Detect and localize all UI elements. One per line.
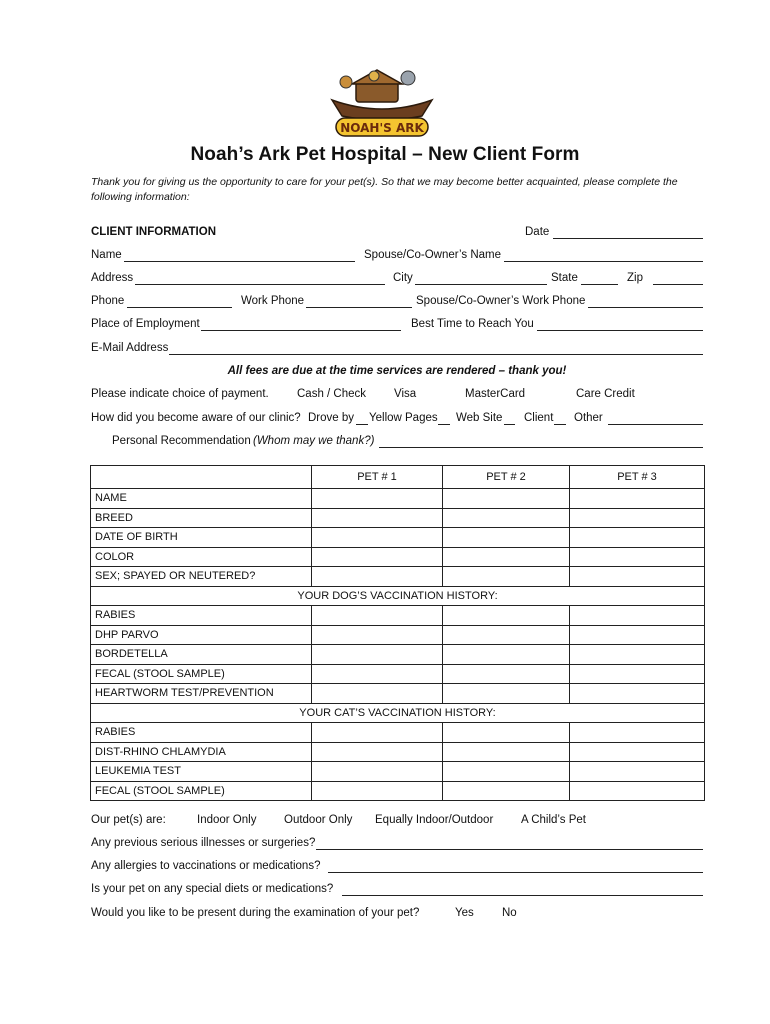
table-row — [91, 547, 705, 567]
address-label: Address — [91, 272, 134, 284]
city-field[interactable] — [415, 272, 547, 285]
pet-2-cell[interactable] — [443, 762, 570, 782]
pet-3-cell[interactable] — [570, 528, 705, 548]
cat-vaccination-heading: YOUR CAT’S VACCINATION HISTORY: — [91, 703, 705, 723]
present-yes-option[interactable]: Yes — [455, 907, 474, 919]
allergies-label: Any allergies to vaccinations or medications? — [91, 860, 321, 872]
pet-1-cell[interactable] — [312, 489, 443, 509]
employment-label: Place of Employment — [91, 318, 200, 330]
pets-are-label: Our pet(s) are: — [91, 814, 166, 826]
spouse-work-phone-label: Spouse/Co-Owner’s Work Phone — [416, 295, 586, 307]
pet-3-cell[interactable] — [570, 664, 705, 684]
date-label: Date — [525, 226, 550, 238]
present-label: Would you like to be present during the examination of your pet? — [91, 907, 420, 919]
other-label: Other — [574, 412, 603, 424]
table-header-row — [91, 466, 705, 489]
svg-text:NOAH'S ARK: NOAH'S ARK — [340, 121, 424, 135]
pet-1-cell[interactable] — [312, 664, 443, 684]
noahs-ark-logo — [322, 60, 442, 140]
pet-2-cell[interactable] — [443, 528, 570, 548]
pet-3-cell[interactable] — [570, 723, 705, 743]
yellow-pages-field[interactable] — [438, 412, 450, 425]
pet-3-cell[interactable] — [570, 508, 705, 528]
row-label: NAME — [91, 489, 312, 509]
table-row — [91, 625, 705, 645]
payment-row — [91, 388, 703, 404]
name-label: Name — [91, 249, 122, 261]
email-row — [91, 342, 703, 358]
web-site-label: Web Site — [456, 412, 503, 424]
pet-3-cell[interactable] — [570, 645, 705, 665]
row-label: RABIES — [91, 606, 312, 626]
row-label: SEX; SPAYED OR NEUTERED? — [91, 567, 312, 587]
pet-1-cell[interactable] — [312, 547, 443, 567]
phone-row — [91, 295, 703, 311]
fees-note: All fees are due at the time services are rendered – thank you! — [227, 365, 567, 377]
pet-1-cell[interactable] — [312, 684, 443, 704]
pets-are-row — [91, 814, 703, 830]
pet-1-cell[interactable] — [312, 606, 443, 626]
payment-option-cash[interactable]: Cash / Check — [297, 388, 367, 400]
name-row — [91, 249, 703, 265]
table-row — [91, 781, 705, 801]
allergies-row — [91, 860, 703, 876]
pet-1-cell[interactable] — [312, 645, 443, 665]
phone-label: Phone — [91, 295, 125, 307]
pet-1-cell[interactable] — [312, 723, 443, 743]
row-label: BORDETELLA — [91, 645, 312, 665]
pet-1-cell[interactable] — [312, 625, 443, 645]
payment-option-mastercard[interactable]: MasterCard — [465, 388, 526, 400]
row-label: DHP PARVO — [91, 625, 312, 645]
table-row — [91, 528, 705, 548]
row-label: LEUKEMIA TEST — [91, 762, 312, 782]
present-row — [91, 907, 703, 923]
row-label: RABIES — [91, 723, 312, 743]
pet-3-cell[interactable] — [570, 489, 705, 509]
payment-label: Please indicate choice of payment. — [91, 388, 269, 400]
state-label: State — [551, 272, 578, 284]
pet-1-cell[interactable] — [312, 528, 443, 548]
table-header-blank — [91, 466, 312, 489]
work-phone-field[interactable] — [306, 295, 412, 308]
table-row — [91, 742, 705, 762]
web-site-field[interactable] — [504, 412, 515, 425]
childs-pet-option[interactable]: A Child’s Pet — [521, 814, 586, 826]
client-info-heading: CLIENT INFORMATION — [91, 226, 216, 238]
indoor-outdoor-option[interactable]: Equally Indoor/Outdoor — [375, 814, 494, 826]
referral-label: How did you become aware of our clinic? — [91, 412, 301, 424]
diets-field[interactable] — [342, 883, 703, 896]
pet-2-cell[interactable] — [443, 684, 570, 704]
allergies-field[interactable] — [328, 860, 703, 873]
pet-3-cell[interactable] — [570, 781, 705, 801]
pet-3-cell[interactable] — [570, 625, 705, 645]
spouse-work-phone-field[interactable] — [588, 295, 703, 308]
pet-1-cell[interactable] — [312, 781, 443, 801]
pet-2-cell[interactable] — [443, 664, 570, 684]
table-row — [91, 645, 705, 665]
pet-3-cell[interactable] — [570, 762, 705, 782]
pet-3-cell[interactable] — [570, 547, 705, 567]
pet-1-cell[interactable] — [312, 508, 443, 528]
pet-2-header: PET # 2 — [443, 466, 570, 489]
client-field[interactable] — [554, 412, 566, 425]
pet-1-cell[interactable] — [312, 567, 443, 587]
email-field[interactable] — [169, 342, 703, 355]
diets-label: Is your pet on any special diets or medications? — [91, 883, 334, 895]
table-row — [91, 606, 705, 626]
payment-option-visa[interactable]: Visa — [394, 388, 417, 400]
client-label: Client — [524, 412, 554, 424]
email-label: E-Mail Address — [91, 342, 169, 354]
pet-2-cell[interactable] — [443, 567, 570, 587]
table-row — [91, 723, 705, 743]
best-time-label: Best Time to Reach You — [411, 318, 534, 330]
table-row — [91, 762, 705, 782]
pet-3-cell[interactable] — [570, 742, 705, 762]
table-row — [91, 489, 705, 509]
pet-2-cell[interactable] — [443, 645, 570, 665]
row-label: FECAL (STOOL SAMPLE) — [91, 781, 312, 801]
row-label: DIST-RHINO CHLAMYDIA — [91, 742, 312, 762]
illnesses-row — [91, 837, 703, 853]
pet-2-cell[interactable] — [443, 606, 570, 626]
pet-3-cell[interactable] — [570, 606, 705, 626]
personal-rec-label: Personal Recommendation — [112, 435, 251, 447]
row-label: HEARTWORM TEST/PREVENTION — [91, 684, 312, 704]
pet-3-cell[interactable] — [570, 684, 705, 704]
cat-section-row — [91, 703, 705, 723]
pet-2-cell[interactable] — [443, 547, 570, 567]
pet-2-cell[interactable] — [443, 625, 570, 645]
client-heading-row — [91, 226, 703, 242]
payment-option-care-credit[interactable]: Care Credit — [576, 388, 635, 400]
yellow-pages-label: Yellow Pages — [369, 412, 438, 424]
personal-rec-field[interactable] — [379, 435, 703, 448]
state-field[interactable] — [581, 272, 618, 285]
other-field[interactable] — [608, 412, 703, 425]
employment-row — [91, 318, 703, 334]
indoor-only-option[interactable]: Indoor Only — [197, 814, 257, 826]
row-label: BREED — [91, 508, 312, 528]
work-phone-label: Work Phone — [241, 295, 305, 307]
page-title: Noah’s Ark Pet Hospital – New Client Form — [190, 144, 580, 165]
table-row — [91, 664, 705, 684]
best-time-field[interactable] — [537, 318, 703, 331]
name-field[interactable] — [124, 249, 355, 262]
referral-row — [91, 412, 703, 428]
drove-by-field[interactable] — [356, 412, 368, 425]
dog-vaccination-heading: YOUR DOG’S VACCINATION HISTORY: — [91, 586, 705, 606]
pets-table — [90, 465, 705, 801]
table-row — [91, 684, 705, 704]
pet-2-cell[interactable] — [443, 781, 570, 801]
illnesses-field[interactable] — [316, 837, 703, 850]
illnesses-label: Any previous serious illnesses or surgeries? — [91, 837, 316, 849]
spouse-label: Spouse/Co-Owner’s Name — [364, 249, 501, 261]
pet-1-header: PET # 1 — [312, 466, 443, 489]
outdoor-only-option[interactable]: Outdoor Only — [284, 814, 353, 826]
drove-by-label: Drove by — [308, 412, 355, 424]
pet-3-cell[interactable] — [570, 567, 705, 587]
pet-2-cell[interactable] — [443, 742, 570, 762]
present-no-option[interactable]: No — [502, 907, 517, 919]
pet-1-cell[interactable] — [312, 762, 443, 782]
table-row — [91, 508, 705, 528]
pet-2-cell[interactable] — [443, 489, 570, 509]
row-label: COLOR — [91, 547, 312, 567]
pet-1-cell[interactable] — [312, 742, 443, 762]
row-label: DATE OF BIRTH — [91, 528, 312, 548]
zip-field[interactable] — [653, 272, 703, 285]
employment-field[interactable] — [201, 318, 401, 331]
pet-2-cell[interactable] — [443, 723, 570, 743]
table-row — [91, 567, 705, 587]
zip-label: Zip — [627, 272, 643, 284]
pet-2-cell[interactable] — [443, 508, 570, 528]
intro-text: Thank you for giving us the opportunity to care for your pet(s). So that we may become better acquainted, please complete the following information: — [91, 176, 678, 203]
address-row — [91, 272, 703, 288]
diets-row — [91, 883, 703, 899]
address-field[interactable] — [135, 272, 385, 285]
date-field[interactable] — [553, 226, 703, 239]
row-label: FECAL (STOOL SAMPLE) — [91, 664, 312, 684]
phone-field[interactable] — [127, 295, 232, 308]
dog-section-row — [91, 586, 705, 606]
spouse-field[interactable] — [504, 249, 703, 262]
pet-3-header: PET # 3 — [570, 466, 705, 489]
personal-rec-row — [91, 435, 703, 451]
city-label: City — [393, 272, 413, 284]
fees-note-row — [91, 365, 703, 381]
personal-rec-note: (Whom may we thank?) — [253, 435, 375, 447]
